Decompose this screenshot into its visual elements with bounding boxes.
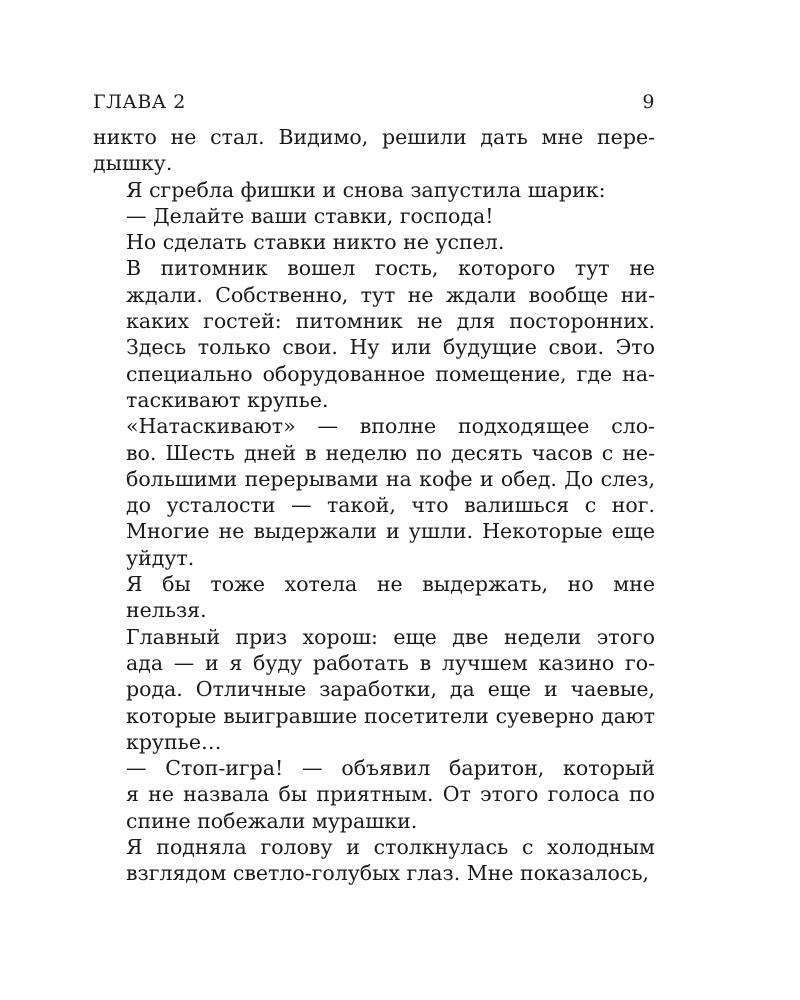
text-line: ада — и я буду работать в лучшем казино го- <box>126 650 655 675</box>
text-line: Я бы тоже хотела не выдержать, но мне <box>126 572 655 597</box>
running-head <box>93 82 655 122</box>
text-line: «Натаскивают» — вполне подходящее сло- <box>126 414 655 439</box>
paragraph <box>93 124 655 177</box>
text-line: нельзя. <box>126 598 207 623</box>
text-line: крупье… <box>126 729 222 754</box>
chapter-title: ГЛАВА 2 <box>93 91 186 113</box>
text-line: специально оборудованное помещение, где на- <box>126 361 655 386</box>
body-text <box>93 124 655 887</box>
paragraph <box>93 624 655 755</box>
text-line: никто не стал. Видимо, решили дать мне пере- <box>93 125 655 149</box>
text-line: В питомник вошел гость, которого тут не <box>126 256 655 281</box>
text-line: таскивают крупье. <box>126 387 329 412</box>
text-line: уйдут. <box>126 545 195 570</box>
text-line: — Стоп-игра! — объявил баритон, который <box>126 756 655 781</box>
paragraph <box>93 229 655 255</box>
text-line: взглядом светло-голубых глаз. Мне показалось, <box>126 861 650 886</box>
text-line: до усталости — такой, что валишься с ног. <box>126 493 655 518</box>
text-line: ждали. Собственно, тут не ждали вообще ни- <box>126 282 655 307</box>
text-line: Многие не выдержали и ушли. Некоторые еще <box>126 519 655 544</box>
text-line: рода. Отличные заработки, да еще и чаевые, <box>126 677 655 702</box>
book-page <box>93 82 655 887</box>
text-line: которые выигравшие посетители суеверно дают <box>126 703 655 728</box>
paragraph <box>93 203 655 229</box>
paragraph <box>93 571 655 624</box>
text-line: — Делайте ваши ставки, господа! <box>126 203 494 228</box>
page-number: 9 <box>642 91 655 113</box>
paragraph <box>93 755 655 834</box>
text-line: Главный приз хорош: еще две недели этого <box>126 624 655 649</box>
text-line: каких гостей: питомник не для посторонних. <box>126 309 655 334</box>
text-line: Здесь только свои. Ну или будущие свои. Это <box>126 335 655 360</box>
text-line: Но сделать ставки никто не успел. <box>126 230 505 255</box>
text-line: во. Шесть дней в неделю по десять часов с не- <box>126 440 655 465</box>
text-line: Я подняла голову и столкнулась с холодным <box>126 835 655 860</box>
paragraph <box>93 255 655 413</box>
text-line: спине побежали мурашки. <box>126 808 418 833</box>
text-line: Я сгребла фишки и снова запустила шарик: <box>126 177 606 202</box>
paragraph <box>93 413 655 571</box>
paragraph <box>93 834 655 887</box>
text-line: большими перерывами на кофе и обед. До слез, <box>126 466 655 491</box>
text-line: я не назвала бы приятным. От этого голоса по <box>126 782 655 807</box>
text-line: дышку. <box>93 151 173 176</box>
paragraph <box>93 177 655 203</box>
